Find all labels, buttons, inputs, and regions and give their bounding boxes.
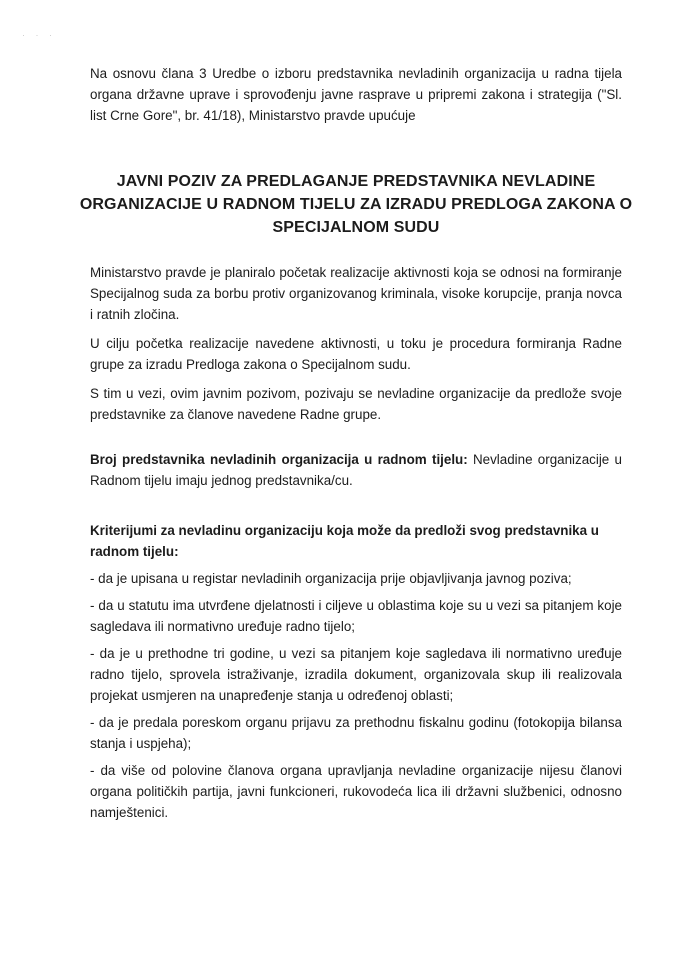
- criteria-item-3: - da je u prethodne tri godine, u vezi sa pitanjem koje sagledava ili normativno uređuje radno tijelo, sprovela istraživanje, izradila dokument, organizovala skup ili realizovala projekat usmjeren na unapređenje stanja u određenoj oblasti;: [90, 646, 622, 703]
- criteria-item-2: - da u statutu ima utvrđene djelatnosti i ciljeve u oblastima koje su u vezi sa pitanjem koje sagledava ili normativno uređuje radno tijelo;: [90, 598, 622, 634]
- paragraph-1: Ministarstvo pravde je planiralo početak realizacije aktivnosti koja se odnosi na formiranje Specijalnog suda za borbu protiv organizovanog kriminala, visoke korupcije, pranja novca i ratnih zločina.: [90, 265, 622, 322]
- scan-smudge: · · ·: [22, 30, 56, 40]
- criteria-heading: Kriterijumi za nevladinu organizaciju koja može da predloži svog predstavnika u radnom tijelu:: [90, 523, 599, 559]
- representatives-label: Broj predstavnika nevladinih organizacija u radnom tijelu:: [90, 452, 468, 467]
- representatives-text: Nevladine organizacije u Radnom tijelu imaju jednog predstavnika/cu.: [90, 452, 622, 488]
- paragraph-2: U cilju početka realizacije navedene aktivnosti, u toku je procedura formiranja Radne grupe za izradu Predloga zakona o Specijalnom sudu.: [90, 336, 622, 372]
- criteria-item-1: - da je upisana u registar nevladinih organizacija prije objavljivanja javnog poziva;: [90, 571, 572, 586]
- paragraph-3: S tim u vezi, ovim javnim pozivom, pozivaju se nevladine organizacije da predlože svoje predstavnike za članove navedene Radne grupe.: [90, 386, 622, 422]
- intro-paragraph: Na osnovu člana 3 Uredbe o izboru predstavnika nevladinih organizacija u radna tijela organa državne uprave i sprovođenju javne rasprave u pripremi zakona i strategija ("Sl. list Crne Gore", br. 41/18), Ministarstvo pravde upućuje: [90, 66, 622, 123]
- representatives-section: [90, 449, 622, 491]
- criteria-item-5: - da više od polovine članova organa upravljanja nevladine organizacije nijesu članovi organa političkih partija, javni funkcioneri, rukovodeća lica ili državni službenici, odnosno namještenici.: [90, 763, 622, 820]
- document-title: JAVNI POZIV ZA PREDLAGANJE PREDSTAVNIKA NEVLADINE ORGANIZACIJE U RADNOM TIJELU ZA IZRADU PREDLOGA ZAKONA O SPECIJALNOM SUDU: [79, 173, 633, 236]
- criteria-section: [90, 520, 622, 829]
- criteria-item-4: - da je predala poreskom organu prijavu za prethodnu fiskalnu godinu (fotokopija bilansa stanja i uspjeha);: [90, 715, 622, 751]
- body-section: [90, 262, 622, 433]
